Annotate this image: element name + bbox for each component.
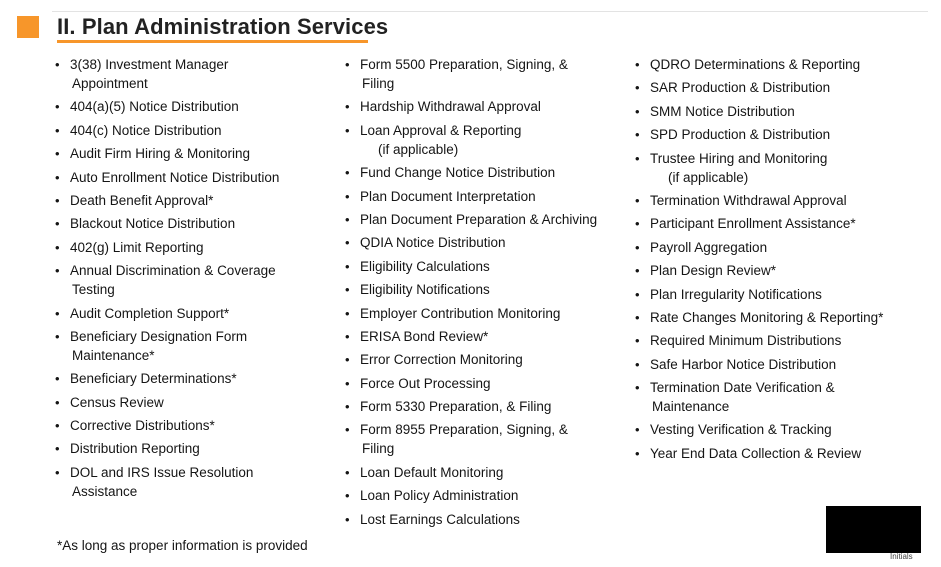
bullet-icon: •: [55, 394, 60, 410]
service-label: 3(38) Investment Manager: [70, 57, 229, 72]
service-label: Form 5330 Preparation, & Filing: [360, 399, 552, 415]
service-label: DOL and IRS Issue Resolution: [70, 464, 254, 480]
service-label: Plan Design Review*: [650, 263, 777, 279]
bullet-icon: •: [635, 380, 640, 396]
bullet-icon: •: [55, 216, 60, 232]
bullet-icon: •: [345, 122, 350, 138]
bullet-icon: •: [635, 356, 640, 372]
service-list-item: [342, 304, 617, 323]
bullet-icon: •: [635, 286, 640, 302]
bullet-icon: •: [55, 371, 60, 387]
service-label: ERISA Bond Review*: [360, 328, 489, 344]
service-list-item: [342, 327, 617, 346]
bullet-icon: •: [345, 399, 350, 415]
service-label: Trustee Hiring and Monitoring: [650, 150, 828, 166]
service-list-item: [52, 327, 327, 365]
bullet-icon: •: [55, 263, 60, 279]
service-list-item: [52, 144, 327, 163]
bullet-icon: •: [55, 169, 60, 185]
initials-label: Initials: [890, 552, 913, 561]
service-label: Plan Document Interpretation: [360, 188, 536, 204]
service-label: Beneficiary Designation Form: [70, 328, 248, 344]
service-list-item: [632, 261, 907, 280]
bullet-icon: •: [635, 127, 640, 143]
bullet-icon: •: [345, 258, 350, 274]
service-label: Loan Approval & Reporting: [360, 122, 522, 138]
service-label: Blackout Notice Distribution: [70, 216, 236, 232]
service-label: Loan Policy Administration: [360, 488, 519, 504]
bullet-icon: •: [345, 328, 350, 344]
bullet-icon: •: [635, 216, 640, 232]
services-column-2: [342, 55, 617, 533]
service-label: Death Benefit Approval*: [70, 192, 214, 208]
service-list-item: [342, 257, 617, 276]
service-list-item: [342, 121, 617, 159]
service-label: SAR Production & Distribution: [650, 80, 831, 96]
bullet-icon: •: [55, 328, 60, 344]
bullet-icon: •: [55, 192, 60, 208]
title-underline: [57, 40, 368, 43]
bullet-icon: •: [55, 122, 60, 138]
service-list-item: [342, 350, 617, 369]
bullet-icon: •: [345, 511, 350, 527]
bullet-icon: •: [635, 150, 640, 166]
service-list-item: [342, 420, 617, 458]
service-list-item: [52, 416, 327, 435]
service-label: Eligibility Notifications: [360, 282, 490, 298]
service-label: Vesting Verification & Tracking: [650, 422, 832, 438]
service-label: Termination Date Verification &: [650, 380, 835, 396]
service-label: 404(c) Notice Distribution: [70, 122, 222, 138]
bullet-icon: •: [635, 263, 640, 279]
service-list-item: [632, 285, 907, 304]
bullet-icon: •: [345, 352, 350, 368]
bullet-icon: •: [345, 305, 350, 321]
bullet-icon: •: [345, 488, 350, 504]
service-label: Force Out Processing: [360, 375, 491, 391]
service-list-item: [52, 55, 327, 93]
service-label: Rate Changes Monitoring & Reporting*: [650, 309, 884, 325]
bullet-icon: •: [55, 464, 60, 480]
service-label: Form 8955 Preparation, Signing, &: [360, 422, 568, 438]
bullet-icon: •: [345, 188, 350, 204]
bullet-icon: •: [345, 57, 350, 72]
service-list-item: [342, 486, 617, 505]
bullet-icon: •: [55, 418, 60, 434]
bullet-icon: •: [345, 211, 350, 227]
footnote: *As long as proper information is provided: [57, 538, 308, 553]
service-label: Beneficiary Determinations*: [70, 371, 237, 387]
service-label: SMM Notice Distribution: [650, 103, 795, 119]
service-label: Employer Contribution Monitoring: [360, 305, 561, 321]
service-label: QDIA Notice Distribution: [360, 235, 506, 251]
service-list-item: [632, 149, 907, 187]
service-label: Audit Completion Support*: [70, 305, 230, 321]
service-label-continuation: Testing: [72, 282, 115, 298]
service-label: Distribution Reporting: [70, 441, 200, 457]
bullet-icon: •: [345, 235, 350, 251]
service-label-continuation: Filing: [362, 76, 395, 91]
service-list-item: [342, 187, 617, 206]
service-label: Form 5500 Preparation, Signing, &: [360, 57, 568, 72]
service-list-item: [632, 308, 907, 327]
bullet-icon: •: [55, 305, 60, 321]
service-label: Corrective Distributions*: [70, 418, 215, 434]
service-list-item: [52, 191, 327, 210]
service-list-item: [342, 55, 617, 93]
service-label-continuation: Filing: [362, 441, 395, 457]
service-label: Safe Harbor Notice Distribution: [650, 356, 837, 372]
service-list-item: [632, 55, 907, 74]
service-list-item: [342, 397, 617, 416]
service-list-item: [342, 510, 617, 529]
bullet-icon: •: [55, 239, 60, 255]
service-list-item: [52, 439, 327, 458]
service-list-item: [52, 214, 327, 233]
bullet-icon: •: [345, 165, 350, 181]
service-label: Plan Irregularity Notifications: [650, 286, 822, 302]
service-list-item: [632, 191, 907, 210]
service-label: Payroll Aggregation: [650, 239, 768, 255]
service-list-item: [52, 121, 327, 140]
bullet-icon: •: [55, 99, 60, 115]
service-label: QDRO Determinations & Reporting: [650, 57, 861, 72]
bullet-icon: •: [345, 375, 350, 391]
service-list-item: [52, 168, 327, 187]
bullet-icon: •: [635, 103, 640, 119]
bullet-icon: •: [635, 422, 640, 438]
service-list-item: [52, 463, 327, 501]
service-label: 404(a)(5) Notice Distribution: [70, 99, 239, 115]
service-list-item: [52, 261, 327, 299]
service-label: Audit Firm Hiring & Monitoring: [70, 146, 251, 162]
bullet-icon: •: [635, 239, 640, 255]
bullet-icon: •: [345, 464, 350, 480]
service-label-continuation: (if applicable): [378, 141, 459, 157]
service-list-item: [632, 238, 907, 257]
service-list-item: [632, 444, 907, 463]
service-list-item: [632, 125, 907, 144]
service-list-item: [52, 238, 327, 257]
service-label: Auto Enrollment Notice Distribution: [70, 169, 280, 185]
services-column-1: [52, 55, 327, 505]
service-list-item: [632, 378, 907, 416]
service-label: Annual Discrimination & Coverage: [70, 263, 276, 279]
service-list-item: [52, 97, 327, 116]
service-label: Fund Change Notice Distribution: [360, 165, 556, 181]
initials-box: [826, 506, 921, 553]
bullet-icon: •: [345, 422, 350, 438]
top-divider: [52, 11, 928, 12]
service-list-item: [632, 331, 907, 350]
service-list-item: [342, 233, 617, 252]
service-label: Census Review: [70, 394, 164, 410]
bullet-icon: •: [55, 57, 60, 72]
service-label-continuation: Maintenance*: [72, 347, 155, 363]
section-title: II. Plan Administration Services: [57, 14, 389, 39]
section-marker-square: [17, 16, 39, 38]
service-list-item: [342, 163, 617, 182]
bullet-icon: •: [635, 57, 640, 72]
bullet-icon: •: [635, 445, 640, 461]
service-label: Termination Withdrawal Approval: [650, 192, 847, 208]
bullet-icon: •: [635, 80, 640, 96]
bullet-icon: •: [55, 146, 60, 162]
service-label: Loan Default Monitoring: [360, 464, 504, 480]
service-label-continuation: Appointment: [72, 76, 148, 91]
service-label: Hardship Withdrawal Approval: [360, 99, 541, 115]
service-list-item: [632, 78, 907, 97]
service-label: Error Correction Monitoring: [360, 352, 523, 368]
service-label-continuation: Assistance: [72, 483, 138, 499]
service-list-item: [342, 210, 617, 229]
service-label-continuation: Maintenance: [652, 399, 730, 415]
service-list-item: [342, 374, 617, 393]
service-label: Plan Document Preparation & Archiving: [360, 211, 598, 227]
service-list-item: [342, 463, 617, 482]
service-label: Participant Enrollment Assistance*: [650, 216, 856, 232]
bullet-icon: •: [345, 282, 350, 298]
bullet-icon: •: [635, 309, 640, 325]
bullet-icon: •: [635, 333, 640, 349]
service-list-item: [52, 304, 327, 323]
service-list-item: [632, 355, 907, 374]
service-list-item: [342, 97, 617, 116]
service-list-item: [632, 214, 907, 233]
service-list-item: [342, 280, 617, 299]
service-label: 402(g) Limit Reporting: [70, 239, 204, 255]
bullet-icon: •: [635, 192, 640, 208]
service-list-item: [632, 102, 907, 121]
bullet-icon: •: [345, 99, 350, 115]
service-label: SPD Production & Distribution: [650, 127, 831, 143]
service-label: Eligibility Calculations: [360, 258, 490, 274]
service-list-item: [52, 369, 327, 388]
service-label-continuation: (if applicable): [668, 169, 749, 185]
service-list-item: [632, 420, 907, 439]
service-list-item: [52, 393, 327, 412]
service-label: Required Minimum Distributions: [650, 333, 842, 349]
service-label: Lost Earnings Calculations: [360, 511, 520, 527]
services-column-3: [632, 55, 907, 467]
service-label: Year End Data Collection & Review: [650, 445, 862, 461]
bullet-icon: •: [55, 441, 60, 457]
